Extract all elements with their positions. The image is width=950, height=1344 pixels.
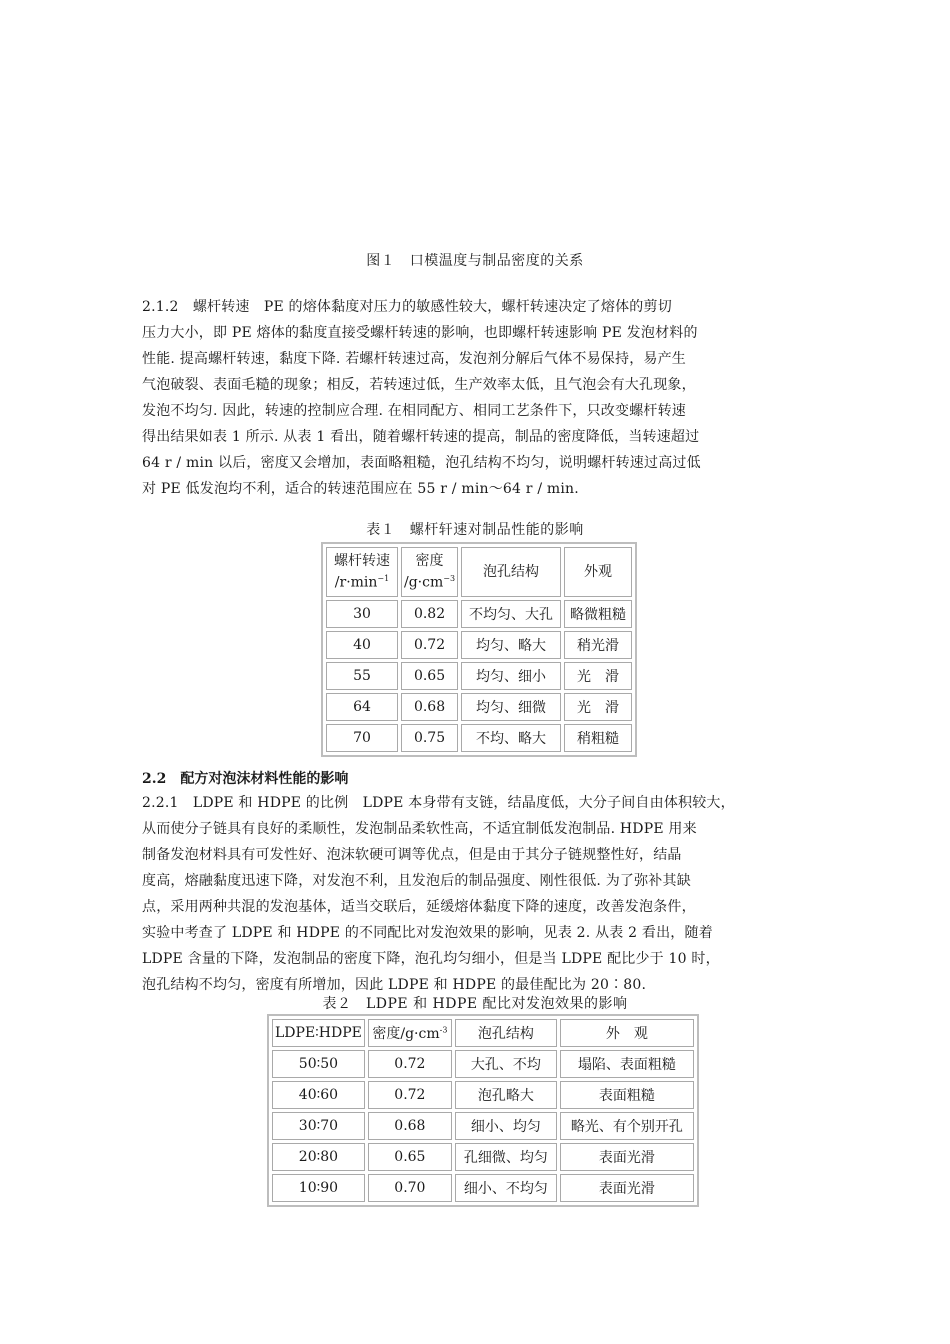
cell-ratio: 40∶60 xyxy=(272,1081,365,1109)
cell-structure: 泡孔略大 xyxy=(455,1081,557,1109)
cell-structure: 细小、不均匀 xyxy=(455,1174,557,1202)
cell-density: 0.72 xyxy=(401,631,458,659)
cell-density: 0.72 xyxy=(368,1050,452,1078)
text-line: 2.1.2 螺杆转速 PE 的熔体黏度对压力的敏感性较大，螺杆转速决定了熔体的剪切 xyxy=(142,299,672,315)
cell-density: 0.65 xyxy=(368,1143,452,1171)
cell-structure: 均匀、细微 xyxy=(461,693,561,721)
text-line: 发泡不均匀. 因此，转速的控制应合理. 在相同配方、相同工艺条件下，只改变螺杆转速 xyxy=(142,403,686,419)
table-row xyxy=(272,1143,694,1171)
cell-density: 0.68 xyxy=(401,693,458,721)
cell-appearance: 略光、有个别开孔 xyxy=(560,1112,694,1140)
header-speed: 螺杆转速 $/r\cdot\min^{-1}$ xyxy=(326,547,398,597)
cell-speed: 70 xyxy=(326,724,398,752)
cell-density: 0.68 xyxy=(368,1112,452,1140)
cell-structure: 细小、均匀 xyxy=(455,1112,557,1140)
cell-appearance: 塌陷、表面粗糙 xyxy=(560,1050,694,1078)
figure-caption: 图１ 口模温度与制品密度的关系 xyxy=(366,253,584,269)
cell-density: 0.70 xyxy=(368,1174,452,1202)
table-row xyxy=(326,600,632,628)
cell-appearance: 表面光滑 xyxy=(560,1174,694,1202)
cell-structure: 孔细微、均匀 xyxy=(455,1143,557,1171)
cell-speed: 30 xyxy=(326,600,398,628)
text-line: 实验中考查了 LDPE 和 HDPE 的不同配比对发泡效果的影响，见表 2. 从表 2 看出，随着 xyxy=(142,925,713,941)
cell-density: 0.82 xyxy=(401,600,458,628)
cell-appearance: 表面光滑 xyxy=(560,1143,694,1171)
cell-appearance: 稍粗糙 xyxy=(564,724,632,752)
cell-structure: 均匀、细小 xyxy=(461,662,561,690)
cell-speed: 40 xyxy=(326,631,398,659)
cell-speed: 55 xyxy=(326,662,398,690)
table2-caption: 表２ LDPE 和 HDPE 配比对发泡效果的影响 xyxy=(322,996,628,1012)
header-structure: 泡孔结构 xyxy=(461,547,561,597)
text-line: 2.2.1 LDPE 和 HDPE 的比例 LDPE 本身带有支链，结晶度低，大分子间自由体积较大， xyxy=(142,795,735,811)
text-line: 泡孔结构不均匀，密度有所增加，因此 LDPE 和 HDPE 的最佳配比为 20∶80. xyxy=(142,977,647,993)
header-appearance: 外观 xyxy=(564,547,632,597)
section-2-1-2-text xyxy=(142,294,742,502)
text-line: 度高，熔融黏度迅速下降，对发泡不利，且发泡后的制品强度、刚性很低. 为了弥补其缺 xyxy=(142,873,691,889)
table-row xyxy=(326,631,632,659)
header-appearance: 外 观 xyxy=(560,1019,694,1047)
section-2-2-1-text xyxy=(142,790,742,998)
section-2-2-heading: 2.2 配方对泡沫材料性能的影响 xyxy=(142,771,349,787)
cell-structure: 大孔、不均 xyxy=(455,1050,557,1078)
text-line: 得出结果如表 1 所示. 从表 1 看出，随着螺杆转速的提高，制品的密度降低，当转速超过 xyxy=(142,429,700,445)
text-line: 制备发泡材料具有可发性好、泡沫软硬可调等优点，但是由于其分子链规整性好，结晶 xyxy=(142,847,682,863)
table-row xyxy=(272,1081,694,1109)
header-structure: 泡孔结构 xyxy=(455,1019,557,1047)
cell-density: 0.72 xyxy=(368,1081,452,1109)
text-line: 压力大小，即 PE 熔体的黏度直接受螺杆转速的影响，也即螺杆转速影响 PE 发泡材料的 xyxy=(142,325,698,341)
table-row xyxy=(272,1050,694,1078)
table-row xyxy=(326,693,632,721)
table1 xyxy=(321,542,637,757)
cell-appearance: 光 滑 xyxy=(564,662,632,690)
cell-appearance: 稍光滑 xyxy=(564,631,632,659)
table-header-row xyxy=(326,547,632,597)
text-line: 64 r / min 以后，密度又会增加，表面略粗糙，泡孔结构不均匀，说明螺杆转速过高过低 xyxy=(142,455,701,471)
table-header-row xyxy=(272,1019,694,1047)
text-line: 性能. 提高螺杆转速，黏度下降. 若螺杆转速过高，发泡剂分解后气体不易保持，易产生 xyxy=(142,351,686,367)
cell-appearance: 略微粗糙 xyxy=(564,600,632,628)
cell-structure: 不均匀、大孔 xyxy=(461,600,561,628)
text-line: 从而使分子链具有良好的柔顺性，发泡制品柔软性高，不适宜制低发泡制品. HDPE 用来 xyxy=(142,821,697,837)
cell-appearance: 光 滑 xyxy=(564,693,632,721)
cell-density: 0.75 xyxy=(401,724,458,752)
cell-ratio: 30∶70 xyxy=(272,1112,365,1140)
text-line: LDPE 含量的下降，发泡制品的密度下降，泡孔均匀细小，但是当 LDPE 配比少于 10 时， xyxy=(142,951,720,967)
table1-caption: 表１ 螺杆轩速对制品性能的影响 xyxy=(366,522,584,538)
cell-ratio: 10∶90 xyxy=(272,1174,365,1202)
header-density: 密度$/g\cdot cm^{-3}$ xyxy=(368,1019,452,1047)
cell-structure: 均匀、略大 xyxy=(461,631,561,659)
cell-structure: 不均、略大 xyxy=(461,724,561,752)
table-row xyxy=(326,662,632,690)
table-row xyxy=(272,1174,694,1202)
text-line: 气泡破裂、表面毛糙的现象；相反，若转速过低，生产效率太低，且气泡会有大孔现象， xyxy=(142,377,696,393)
cell-speed: 64 xyxy=(326,693,398,721)
cell-ratio: 50∶50 xyxy=(272,1050,365,1078)
cell-ratio: 20∶80 xyxy=(272,1143,365,1171)
header-ratio: LDPE∶HDPE xyxy=(272,1019,365,1047)
text-line: 点，采用两种共混的发泡基体，适当交联后，延缓熔体黏度下降的速度，改善发泡条件， xyxy=(142,899,696,915)
table-row xyxy=(272,1112,694,1140)
cell-appearance: 表面粗糙 xyxy=(560,1081,694,1109)
text-line: 对 PE 低发泡均不利，适合的转速范围应在 55 r / min～64 r / min. xyxy=(142,481,579,497)
cell-density: 0.65 xyxy=(401,662,458,690)
table2 xyxy=(267,1014,699,1207)
table-row xyxy=(326,724,632,752)
header-density: 密度 $/g\cdot cm^{-3}$ xyxy=(401,547,458,597)
